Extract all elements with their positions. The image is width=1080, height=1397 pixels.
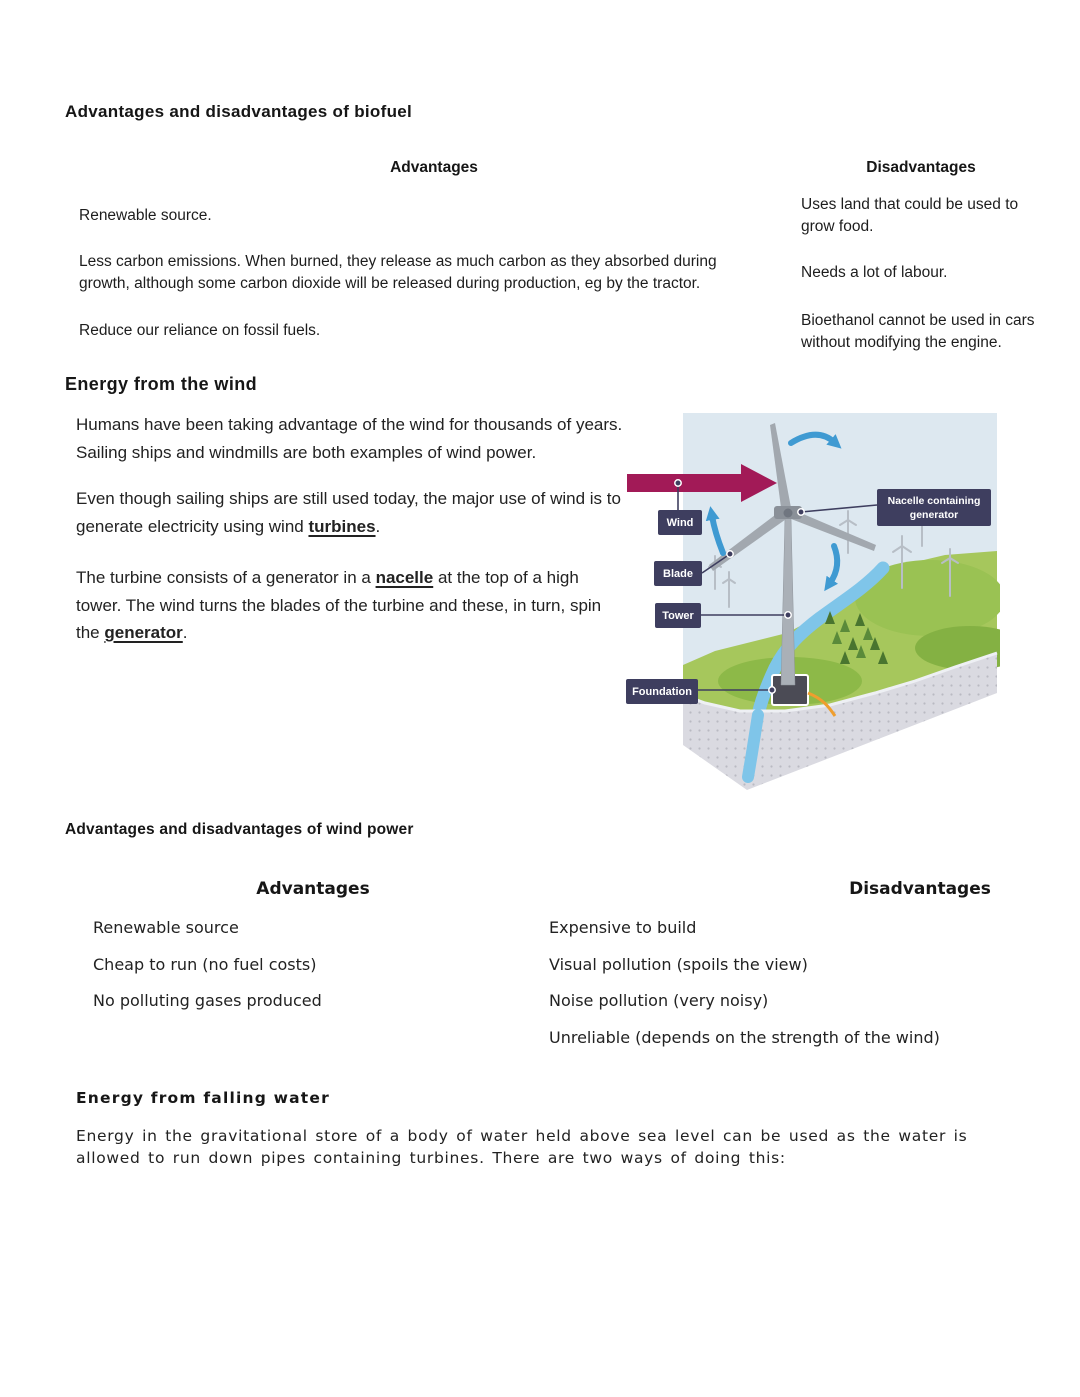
wind-disadvantage-item: Visual pollution (spoils the view) [549, 954, 808, 974]
wind-paragraph-2-text: Even though sailing ships are still used today, the major use of wind is to generate electricity using wind [76, 489, 621, 536]
keyword-turbines: turbines [308, 516, 376, 536]
wind-disadvantage-item: Noise pollution (very noisy) [549, 991, 769, 1010]
wind-advantage-item: No polluting gases produced [93, 991, 322, 1010]
keyword-nacelle: nacelle [375, 568, 434, 587]
wind-advantages-list [93, 917, 523, 1027]
biofuel-section-title: Advantages and disadvantages of biofuel [65, 102, 413, 121]
biofuel-disadvantage-item: Uses land that could be used to grow food. [801, 196, 1019, 235]
wind-label: Wind [666, 517, 694, 529]
wind-paragraph-3-text: The turbine consists of a generator in a [76, 568, 376, 587]
wind-paragraph-3 [76, 564, 624, 647]
wind-disadvantages-list [549, 917, 1029, 1063]
nacelle-label-line1: Nacelle containing [887, 495, 981, 507]
wind-advantage-item: Renewable source [93, 918, 239, 937]
wind-table-title: Advantages and disadvantages of wind power [65, 821, 414, 838]
wind-paragraph-2 [76, 485, 624, 540]
wind-paragraph-3-end: . [182, 623, 188, 642]
biofuel-disadvantage-item: Needs a lot of labour. [801, 264, 948, 281]
wind-section-title: Energy from the wind [65, 374, 258, 394]
wind-advantage-item: Cheap to run (no fuel costs) [93, 954, 317, 974]
nacelle-label-line2: generator [909, 509, 959, 521]
wind-advantages-header: Advantages [256, 879, 370, 899]
biofuel-disadvantages-header: Disadvantages [866, 159, 976, 176]
wind-paragraph-2-end: . [375, 516, 381, 536]
wind-turbine-diagram [625, 413, 1000, 790]
tower-label: Tower [662, 610, 694, 622]
blade-label: Blade [663, 568, 693, 580]
turbine-hub [784, 509, 793, 518]
wind-disadvantages-header: Disadvantages [849, 879, 991, 899]
biofuel-advantage-item: Renewable source. [79, 207, 212, 224]
wind-disadvantage-item: Unreliable (depends on the strength of the wind) [549, 1027, 940, 1047]
falling-water-title: Energy from falling water [76, 1089, 330, 1107]
wind-paragraph-1 [76, 411, 624, 466]
falling-water-paragraph: Energy in the gravitational store of a body of water held above sea level can be used as the water is allowed to run down pipes containing turbines. There are two ways of doing this: [76, 1127, 968, 1167]
biofuel-disadvantage-item: Bioethanol cannot be used in cars without modifying the engine. [801, 312, 1035, 351]
biofuel-advantage-item: Reduce our reliance on fossil fuels. [79, 322, 321, 339]
biofuel-advantage-item: Less carbon emissions. When burned, they release as much carbon as they absorbed during growth, although some carbon dioxide will be released during production, eg by the tractor. [79, 253, 717, 292]
wind-paragraph-1-text: Humans have been taking advantage of the wind for thousands of years. Sailing ships and windmills are both examples of wind power. [76, 415, 623, 462]
wind-disadvantage-item: Expensive to build [549, 918, 697, 937]
wind-paragraph-3-mid: at the top of a high tower. The wind turns the blades of the turbine and these, in turn, spin the [76, 568, 602, 642]
biofuel-advantages-header: Advantages [390, 159, 478, 176]
keyword-generator: generator [104, 623, 183, 642]
wind-text-column [76, 411, 624, 647]
foundation-label: Foundation [632, 686, 692, 698]
